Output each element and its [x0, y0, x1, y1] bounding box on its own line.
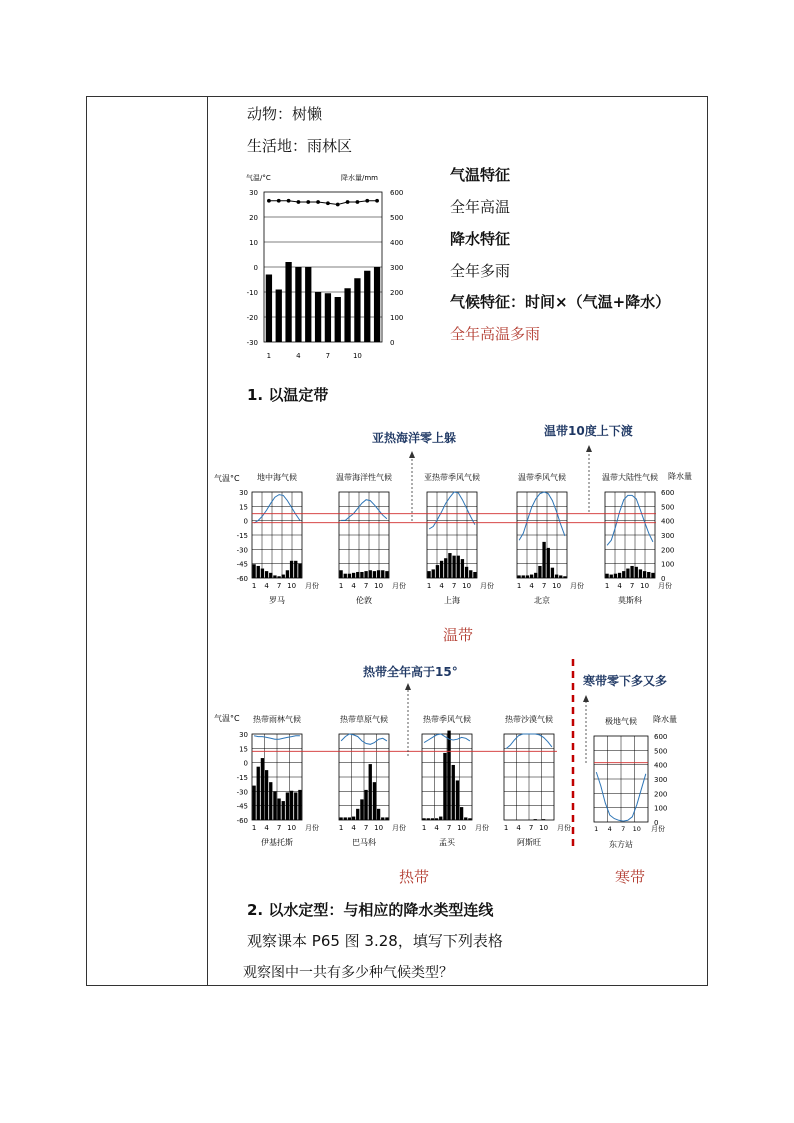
temp-point [287, 199, 291, 203]
month-tick: 7 [629, 582, 635, 590]
month-tick: 1 [338, 824, 344, 832]
temp-point [297, 200, 301, 204]
precip-bar [290, 791, 293, 820]
precip-bar [360, 572, 363, 578]
note-arrowhead [586, 445, 592, 452]
precip-bar [618, 573, 621, 578]
city-label: 巴马科 [352, 838, 376, 847]
precip-tick: 0 [390, 339, 395, 347]
temp-tick: 30 [249, 189, 258, 197]
precip-tick: 500 [390, 214, 404, 222]
precip-bar [305, 267, 311, 342]
precip-bar [469, 570, 472, 578]
month-unit: 月份 [480, 582, 494, 590]
precip-bar [348, 817, 351, 820]
month-tick: 7 [541, 582, 547, 590]
climate-panel [594, 733, 667, 833]
precip-bar [325, 293, 331, 342]
note-arrowhead [583, 695, 589, 702]
temp-point [336, 203, 340, 207]
precip-bar [452, 556, 455, 578]
precip-bar [435, 818, 438, 820]
month-tick: 10 [374, 582, 384, 590]
precip-bar [614, 574, 617, 578]
precip-tick: 0 [654, 819, 659, 827]
precip-tick: 400 [390, 239, 404, 247]
precip-bar [364, 271, 370, 342]
temp-line [269, 201, 377, 205]
month-tick: 7 [451, 582, 457, 590]
temp-curve [254, 495, 300, 523]
precip-tick: 100 [661, 560, 675, 569]
month-tick: 10 [287, 582, 297, 590]
month-tick: 4 [434, 824, 439, 832]
month-tick: 1 [604, 582, 610, 590]
precip-bar [269, 782, 272, 820]
climate-type-label: 亚热带季风气候 [424, 473, 480, 482]
precip-bar [542, 542, 545, 578]
precip-bar [294, 561, 297, 578]
precip-bar [273, 792, 276, 820]
precip-bar [643, 571, 646, 578]
city-label: 伊基托斯 [261, 838, 293, 847]
month-unit: 月份 [475, 824, 489, 832]
precip-bar [282, 575, 285, 578]
precip-bar [285, 262, 291, 342]
precip-bar [290, 561, 293, 578]
month-tick: 4 [351, 824, 356, 832]
precip-bar [377, 570, 380, 578]
city-label: 莫斯科 [618, 596, 642, 605]
subtropic-note: 亚热海洋零上躲 [372, 431, 457, 445]
temp-tick: 0 [253, 264, 258, 272]
month-tick: 1 [266, 352, 272, 360]
climate-type-label: 地中海气候 [257, 473, 297, 482]
precip-bar [461, 559, 464, 578]
precip-bar [354, 278, 360, 342]
precip-bar [315, 292, 321, 342]
month-tick: 7 [276, 582, 282, 590]
month-tick: 10 [552, 582, 562, 590]
precip-bar [282, 801, 285, 820]
precip-bar [526, 575, 529, 578]
precip-tick: 0 [661, 575, 666, 583]
precip-tick: 300 [654, 776, 668, 784]
temp-feature-heading: 气温特征 [450, 166, 511, 184]
month-tick: 10 [352, 352, 362, 360]
climate-type-label: 热带沙漠气候 [505, 715, 553, 724]
month-tick: 10 [457, 824, 467, 832]
precip-bar [356, 809, 359, 820]
temp-tick: 0 [243, 517, 248, 526]
precip-bar [443, 753, 446, 820]
section2-instruction: 观察课本 P65 图 3.28，填写下列表格 [247, 932, 503, 950]
precip-bar [385, 571, 388, 578]
temp-point [365, 199, 369, 203]
precip-bar [534, 819, 537, 820]
climate-panel [517, 492, 584, 590]
month-unit: 月份 [392, 582, 406, 590]
climate-type-label: 温带海洋性气候 [336, 473, 392, 482]
month-tick: 1 [516, 582, 522, 590]
precip-bar [381, 570, 384, 578]
precip-bar [647, 572, 650, 578]
precip-bar [439, 817, 442, 820]
precip-feature-heading: 降水特征 [450, 230, 511, 248]
precip-tick: 300 [661, 532, 675, 540]
precip-bar [622, 571, 625, 578]
precip-bar [547, 548, 550, 578]
month-tick: 1 [421, 824, 427, 832]
precip-bar [422, 818, 425, 820]
temp-tick: -15 [236, 774, 248, 782]
month-tick: 1 [251, 582, 257, 590]
climate-type-label: 温带大陆性气候 [602, 473, 658, 482]
temperate-zone-label: 温带 [442, 626, 474, 644]
precip-bar [542, 819, 545, 820]
temp-tick: 0 [243, 759, 248, 768]
precip-bar [335, 297, 341, 342]
climate-panel [504, 734, 571, 832]
month-tick: 1 [503, 824, 509, 832]
precip-bar [381, 817, 384, 820]
precip-tick: 400 [654, 761, 668, 770]
month-tick: 4 [516, 824, 521, 832]
month-tick: 7 [363, 582, 369, 590]
precip-bar [465, 567, 468, 578]
temp-point [277, 199, 281, 203]
precip-bar [295, 267, 301, 342]
climate-panel [339, 734, 406, 832]
month-tick: 4 [264, 582, 269, 590]
climate-panel [605, 489, 675, 590]
city-label: 罗马 [269, 596, 285, 605]
temp-tick: 30 [239, 489, 248, 497]
section2-question: 观察图中一共有多少种气候类型？ [243, 965, 453, 981]
precip-bar [339, 817, 342, 820]
month-unit: 月份 [658, 582, 672, 590]
tropical-zone-label: 热带 [398, 868, 430, 886]
precip-tick: 200 [661, 546, 675, 555]
precip-bar [464, 817, 467, 820]
precip-bar [377, 809, 380, 820]
precip-feature-value: 全年多雨 [450, 262, 511, 280]
precip-bar [385, 817, 388, 820]
climate-type-label: 温带季风气候 [518, 473, 566, 482]
precip-tick: 100 [654, 804, 668, 813]
temp-tick: -30 [236, 788, 248, 797]
city-label: 孟买 [439, 838, 455, 847]
precip-bar [473, 572, 476, 578]
month-tick: 4 [439, 582, 444, 590]
precip-bar [276, 290, 282, 343]
precip-bar [460, 807, 463, 820]
month-tick: 10 [539, 824, 549, 832]
month-tick: 7 [325, 352, 331, 360]
precip-bar [468, 818, 471, 820]
precip-bar [639, 569, 642, 578]
precip-bar [563, 576, 566, 578]
month-tick: 7 [276, 824, 282, 832]
climate-type-label: 热带草原气候 [340, 715, 388, 724]
climate-panel [237, 489, 319, 590]
precip-bar [252, 786, 255, 820]
city-label: 东方站 [609, 840, 633, 849]
section1-title: 1. 以温定带 [247, 386, 329, 404]
temp-curve [519, 492, 565, 540]
precip-bar [530, 575, 533, 578]
month-tick: 4 [529, 582, 534, 590]
month-tick: 7 [621, 825, 626, 833]
precip-bar [261, 569, 264, 578]
climate-zones-diagram [212, 418, 706, 893]
precip-bar [364, 790, 367, 820]
precip-bar [630, 566, 633, 578]
temp-feature-value: 全年高温 [450, 198, 511, 216]
precip-axis-label: 降水量/mm [341, 174, 378, 182]
temp-tick: -30 [236, 546, 248, 555]
note-arrowhead [409, 451, 415, 458]
precip-bar [432, 569, 435, 578]
precip-bar [356, 572, 359, 578]
temp-point [346, 200, 350, 204]
precip-bar [352, 817, 355, 820]
city-label: 北京 [534, 596, 550, 605]
precip-bar [261, 758, 264, 820]
temp-point [306, 200, 310, 204]
precip-bar [286, 570, 289, 578]
temp-point [356, 200, 360, 204]
precip-tick: 100 [390, 314, 404, 322]
temp-tick: 30 [239, 731, 248, 739]
precip-bar [298, 790, 301, 820]
month-unit: 月份 [651, 825, 665, 833]
temp-curve [341, 500, 387, 521]
temp-tick: 15 [239, 503, 248, 512]
temp-point [326, 201, 330, 205]
precip-bar [269, 573, 272, 578]
precip-axis-label: 降水量 [668, 472, 692, 481]
precip-bar [344, 288, 350, 342]
precip-tick: 300 [390, 264, 404, 272]
precip-bar [374, 267, 380, 342]
temp-tick: -60 [236, 575, 248, 583]
month-unit: 月份 [570, 582, 584, 590]
temp-tick: -60 [236, 817, 248, 825]
precip-bar [373, 571, 376, 578]
precip-bar [257, 767, 260, 820]
precip-bar [252, 564, 255, 578]
climate-panel [422, 731, 489, 832]
table-divider [207, 97, 208, 985]
month-tick: 4 [607, 825, 612, 833]
precip-tick: 600 [390, 189, 404, 197]
precip-bar [555, 575, 558, 578]
climate-feature-value: 全年高温多雨 [450, 325, 541, 343]
temp-point [316, 200, 320, 204]
precip-bar [457, 556, 460, 578]
precip-tick: 500 [661, 503, 675, 512]
temp-point [375, 199, 379, 203]
city-label: 上海 [444, 596, 460, 605]
precip-tick: 200 [390, 289, 404, 297]
month-unit: 月份 [305, 824, 319, 832]
precip-bar [610, 575, 613, 578]
precip-bar [427, 571, 430, 578]
precip-bar [257, 566, 260, 578]
month-tick: 10 [462, 582, 472, 590]
precip-bar [534, 573, 537, 578]
section2-title: 2. 以水定型：与相应的降水类型连线 [247, 901, 494, 919]
precip-bar [364, 571, 367, 578]
precip-bar [360, 799, 363, 820]
precip-bar [444, 558, 447, 578]
precip-bar [294, 792, 297, 820]
month-tick: 4 [351, 582, 356, 590]
precip-bar [265, 571, 268, 578]
precip-tick: 400 [661, 517, 675, 526]
precip-bar [436, 565, 439, 578]
frigid-zone-label: 寒带 [614, 868, 646, 886]
precip-bar [517, 575, 520, 578]
temp-tick: -45 [236, 802, 248, 811]
month-tick: 10 [374, 824, 384, 832]
precip-bar [339, 570, 342, 578]
temperate-note: 温带10度上下渡 [544, 424, 633, 438]
month-unit: 月份 [305, 582, 319, 590]
climate-type-label: 热带雨林气候 [253, 715, 301, 724]
precip-tick: 600 [654, 733, 668, 741]
month-tick: 10 [287, 824, 297, 832]
rainforest-climate-chart [238, 168, 418, 363]
precip-bar [626, 569, 629, 578]
tropical-note: 热带全年高于15° [363, 665, 458, 679]
precip-bar [605, 574, 608, 578]
month-unit: 月份 [557, 824, 571, 832]
temp-axis-label: 气温/°C [246, 174, 271, 182]
month-tick: 7 [446, 824, 452, 832]
precip-bar [427, 818, 430, 820]
precip-bar [522, 575, 525, 578]
precip-axis-label: 降水量 [653, 715, 677, 724]
precip-bar [369, 764, 372, 820]
precip-bar [448, 553, 451, 578]
precip-bar [456, 780, 459, 820]
month-tick: 10 [632, 825, 641, 833]
precip-bar [286, 792, 289, 820]
month-tick: 1 [426, 582, 432, 590]
temp-curve [607, 495, 653, 545]
temp-tick: -15 [236, 532, 248, 540]
precip-bar [538, 566, 541, 578]
precip-tick: 200 [654, 790, 668, 799]
city-label: 伦敦 [356, 596, 372, 605]
precip-bar [559, 575, 562, 578]
climate-panel [237, 731, 319, 832]
precip-bar [265, 770, 268, 820]
climate-type-label: 极地气候 [605, 717, 637, 726]
temp-tick: 10 [249, 239, 258, 247]
precip-bar [344, 817, 347, 820]
precip-bar [452, 765, 455, 820]
precip-tick: 500 [654, 747, 668, 756]
temp-tick: -30 [246, 339, 258, 347]
month-tick: 1 [338, 582, 344, 590]
precip-bar [298, 563, 301, 578]
precip-bar [373, 782, 376, 820]
precip-tick: 600 [661, 489, 675, 497]
month-tick: 1 [594, 825, 599, 833]
temp-axis-label: 气温°C [214, 714, 240, 723]
month-tick: 7 [363, 824, 369, 832]
precip-bar [348, 574, 351, 578]
precip-bar [266, 275, 272, 343]
temp-axis-label: 气温°C [214, 474, 240, 483]
precip-bar [344, 574, 347, 578]
temp-curve [429, 492, 475, 529]
frigid-note: 寒带零下多又多 [583, 674, 668, 688]
precip-bar [551, 568, 554, 578]
precip-bar [352, 573, 355, 578]
note-arrowhead [405, 683, 411, 690]
climate-type-label: 热带季风气候 [423, 715, 471, 724]
precip-bar [431, 818, 434, 820]
month-tick: 1 [251, 824, 257, 832]
climate-panel [427, 492, 494, 590]
precip-bar [635, 567, 638, 578]
month-tick: 4 [617, 582, 622, 590]
precip-bar [277, 576, 280, 578]
climate-panel [339, 492, 406, 590]
month-tick: 4 [296, 352, 301, 360]
climate-feature-heading: 气候特征：时间×（气温+降水） [450, 293, 671, 311]
precip-bar [273, 575, 276, 578]
precip-bar [651, 573, 654, 578]
precip-bar [277, 799, 280, 821]
precip-bar [447, 731, 450, 820]
animal-line: 动物：树懒 [247, 105, 323, 123]
temp-tick: 20 [249, 214, 258, 222]
month-tick: 4 [264, 824, 269, 832]
temp-tick: -20 [246, 314, 258, 322]
temp-tick: -45 [236, 560, 248, 569]
temp-point [267, 199, 271, 203]
temp-tick: 15 [239, 745, 248, 754]
month-tick: 7 [528, 824, 534, 832]
month-tick: 10 [640, 582, 650, 590]
precip-bar [440, 561, 443, 578]
precip-bar [369, 570, 372, 578]
city-label: 阿斯旺 [517, 838, 541, 847]
month-unit: 月份 [392, 824, 406, 832]
temp-tick: -10 [246, 289, 258, 297]
habitat-line: 生活地：雨林区 [247, 137, 353, 155]
